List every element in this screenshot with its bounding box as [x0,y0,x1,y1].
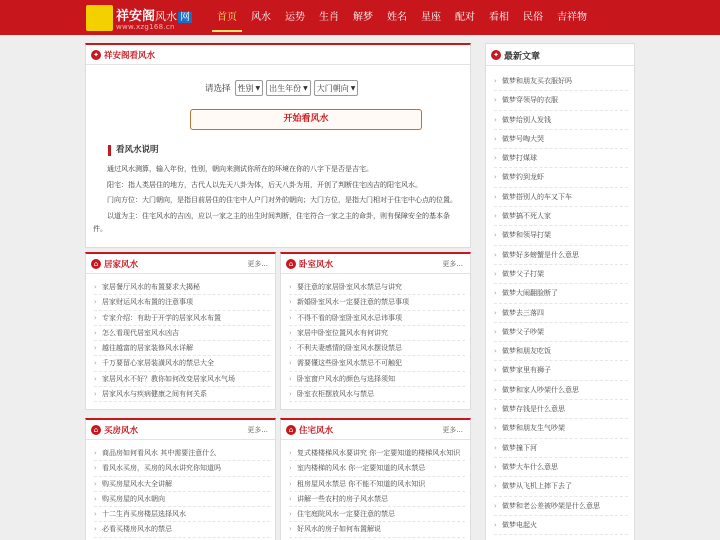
article-link[interactable]: › 做梦和朋友吃饭 [494,342,628,361]
article-link[interactable]: › 购买房屋风水大全讲解 [94,477,270,492]
article-link[interactable]: › 做梦好多螃蟹是什么意思 [494,246,628,265]
article-icon: ✦ [491,50,501,60]
latest-article-list [494,72,628,535]
article-link[interactable]: › 不利夫妻感情的卧室风水摆设禁忌 [289,341,465,356]
house-icon: ⌂ [91,259,101,269]
article-link[interactable]: › 住宅庭院风水一定要注意的禁忌 [289,507,465,522]
article-link[interactable]: › 千万要留心家居装潢风水的禁忌大全 [94,356,270,371]
select-form [205,80,361,96]
nav-item[interactable]: 吉祥物 [557,12,587,23]
article-link[interactable]: › 做梦电起火 [494,516,628,535]
article-link[interactable]: › 要注意的家居卧室风水禁忌与讲究 [289,280,465,295]
panel-header [86,420,275,440]
article-list [94,446,270,538]
sidebar-title: 最新文章 [504,52,541,62]
article-link[interactable]: › 租房屋风水禁忌 你不能不知道的风水知识 [289,477,465,492]
nav-item[interactable]: 解梦 [353,12,373,23]
article-link[interactable]: › 做梦去三落四 [494,304,628,323]
article-link[interactable]: › 怎么看现代居室风水凶吉 [94,326,270,341]
article-list [289,280,465,402]
top-nav-bar [0,0,720,35]
article-link[interactable]: › 居家财运风水布置的注意事项 [94,295,270,310]
section-panel-home [85,252,276,410]
article-link[interactable]: › 做梦和老公差被吵架是什么意思 [494,497,628,516]
explain-paragraph: 通过风水测算，输入年份，性别，朝向来测试你所在的环境在你的八字下是否是吉宅。 [107,165,373,173]
article-link[interactable]: › 做梦和朋友买衣服好吗 [494,72,628,91]
more-link[interactable]: 更多... [247,260,268,268]
bed-icon: ⌂ [286,259,296,269]
article-link[interactable]: › 购买房屋的风水朝向 [94,492,270,507]
article-link[interactable]: › 做梦搞不死人家 [494,207,628,226]
nav-item[interactable]: 配对 [455,12,475,23]
article-link[interactable]: › 家居中卧室位置风水有何讲究 [289,326,465,341]
article-link[interactable]: › 做梦撞下河 [494,439,628,458]
gender-select[interactable]: 性别 ▼ [235,80,264,96]
sidebar-header [486,44,634,66]
nav-item[interactable]: 民俗 [523,12,543,23]
more-link[interactable]: 更多... [442,260,463,268]
article-link[interactable]: › 做梦和领导打架 [494,226,628,245]
main-nav [210,0,594,35]
door-direction-select[interactable]: 大门朝向 ▼ [314,80,359,96]
section-title: 居家风水 [104,260,139,270]
article-link[interactable]: › 做梦存钱是什么意思 [494,400,628,419]
article-link[interactable]: › 做梦打煤球 [494,149,628,168]
article-link[interactable]: › 家居风水不好？教你如何改变居家风水气场 [94,372,270,387]
article-link[interactable]: › 不得不看的卧室卧室风水忌讳事项 [289,311,465,326]
chevron-down-icon: ▼ [350,84,356,92]
latest-articles-sidebar [485,43,635,540]
house-icon: ⌂ [286,425,296,435]
article-link[interactable]: › 做梦父子吵架 [494,323,628,342]
panel-header [86,45,470,65]
article-link[interactable]: › 专家介绍：有助于开学的居家风水布置 [94,311,270,326]
article-link[interactable]: › 做梦搭别人的车又下车 [494,188,628,207]
article-link[interactable]: › 看风水买房，买房的风水讲究你知道吗 [94,461,270,476]
nav-item[interactable]: 姓名 [387,12,407,23]
article-link[interactable]: › 越往越富的居家装修风水详解 [94,341,270,356]
article-link[interactable]: › 家居餐厅风水的布置要求大揭秘 [94,280,270,295]
explain-paragraph: 阳宅：指人类居住的地方，古代人以先天八卦为体，后天八卦为用，开创了判断住宅凶吉的阳宅风水。 [107,181,422,189]
section-panel-residence [280,418,471,540]
article-link[interactable]: › 做梦钓到龙虾 [494,168,628,187]
article-link[interactable]: › 做梦穿领导的衣服 [494,91,628,110]
section-panel-buy-house [85,418,276,540]
nav-item[interactable]: 生肖 [319,12,339,23]
logo-mark [86,5,113,31]
article-link[interactable]: › 卧室衣柜摆放风水与禁忌 [289,387,465,402]
panel-header [281,254,470,274]
more-link[interactable]: 更多... [247,426,268,434]
birth-year-select[interactable]: 出生年份 ▼ [266,80,311,96]
section-title: 卧室风水 [299,260,334,270]
panel-header [86,254,275,274]
logo-text: 祥安阁风水 网 [116,9,191,24]
nav-item[interactable]: 运势 [285,12,305,23]
article-list [289,446,465,538]
article-list [94,280,270,402]
article-link[interactable]: › 做梦和家人吵架什么意思 [494,381,628,400]
article-link[interactable]: › 做梦给别人发钱 [494,111,628,130]
article-link[interactable]: › 做梦家里有狮子 [494,361,628,380]
chevron-down-icon: ▼ [303,84,308,92]
select-label: 请选择 [205,84,231,94]
article-link[interactable]: › 做梦父子打架 [494,265,628,284]
article-link[interactable]: › 做梦大车什么意思 [494,458,628,477]
article-link[interactable]: › 必看买楼房风水的禁忌 [94,522,270,537]
logo-url: www.xzg168.cn [116,23,175,31]
panel-title: 祥安阁看风水 [104,51,156,61]
article-link[interactable]: › 商品房如何看风水 其中需要注意什么 [94,446,270,461]
explain-heading: 看风水说明 [108,145,159,156]
nav-item[interactable]: 星座 [421,12,441,23]
compass-icon: ✦ [91,50,101,60]
chevron-down-icon: ▼ [255,84,261,92]
nav-item[interactable]: 首页 [210,0,244,35]
article-link[interactable]: › 卧室窗户风水的颜色与选择须知 [289,372,465,387]
article-link[interactable]: › 好风水的房子如何布置解说 [289,522,465,537]
article-link[interactable]: › 做梦和朋友生气吵架 [494,419,628,438]
article-link[interactable]: › 做梦大闹翻脸断了 [494,284,628,303]
panel-header [281,420,470,440]
article-link[interactable]: › 讲解一些农村的房子风水禁忌 [289,492,465,507]
house-icon: ⌂ [91,425,101,435]
explain-paragraph: 门向方位：大门朝向，是指目前居住的住宅中人户门对外的朝向；大门方位，是指大门相对于住宅中心点的位置。 [107,196,457,204]
nav-item[interactable]: 风水 [251,12,271,23]
article-link[interactable]: › 需要懂这些卧室风水禁忌不可触犯 [289,356,465,371]
section-panel-bedroom [280,252,471,410]
nav-item[interactable]: 看相 [489,12,509,23]
article-link[interactable]: › 做梦号啕大哭 [494,130,628,149]
more-link[interactable]: 更多... [442,426,463,434]
article-link[interactable]: › 居家风水与疾病健康之间有何关系 [94,387,270,402]
section-title: 买房风水 [104,426,139,436]
article-link[interactable]: › 十二生肖买房楼层选择风水 [94,507,270,522]
explain-paragraph: 以道为主：住宅风水的吉凶，应以一家之主的出生时间判断，住宅符合一家之主的命卦，则有保障安全的基本条件。 [93,212,450,233]
article-link[interactable]: › 室内楼梯的风水 你一定要知道的风水禁忌 [289,461,465,476]
start-fengshui-button[interactable]: 开始看风水 [190,109,422,130]
site-logo[interactable] [86,4,196,31]
section-title: 住宅风水 [299,426,334,436]
article-link[interactable]: › 做梦从飞机上摔下去了 [494,477,628,496]
article-link[interactable]: › 新婚卧室风水一定要注意的禁忌事项 [289,295,465,310]
article-link[interactable]: › 复式楼楼梯风水要讲究 你一定要知道的楼梯风水知识 [289,446,465,461]
